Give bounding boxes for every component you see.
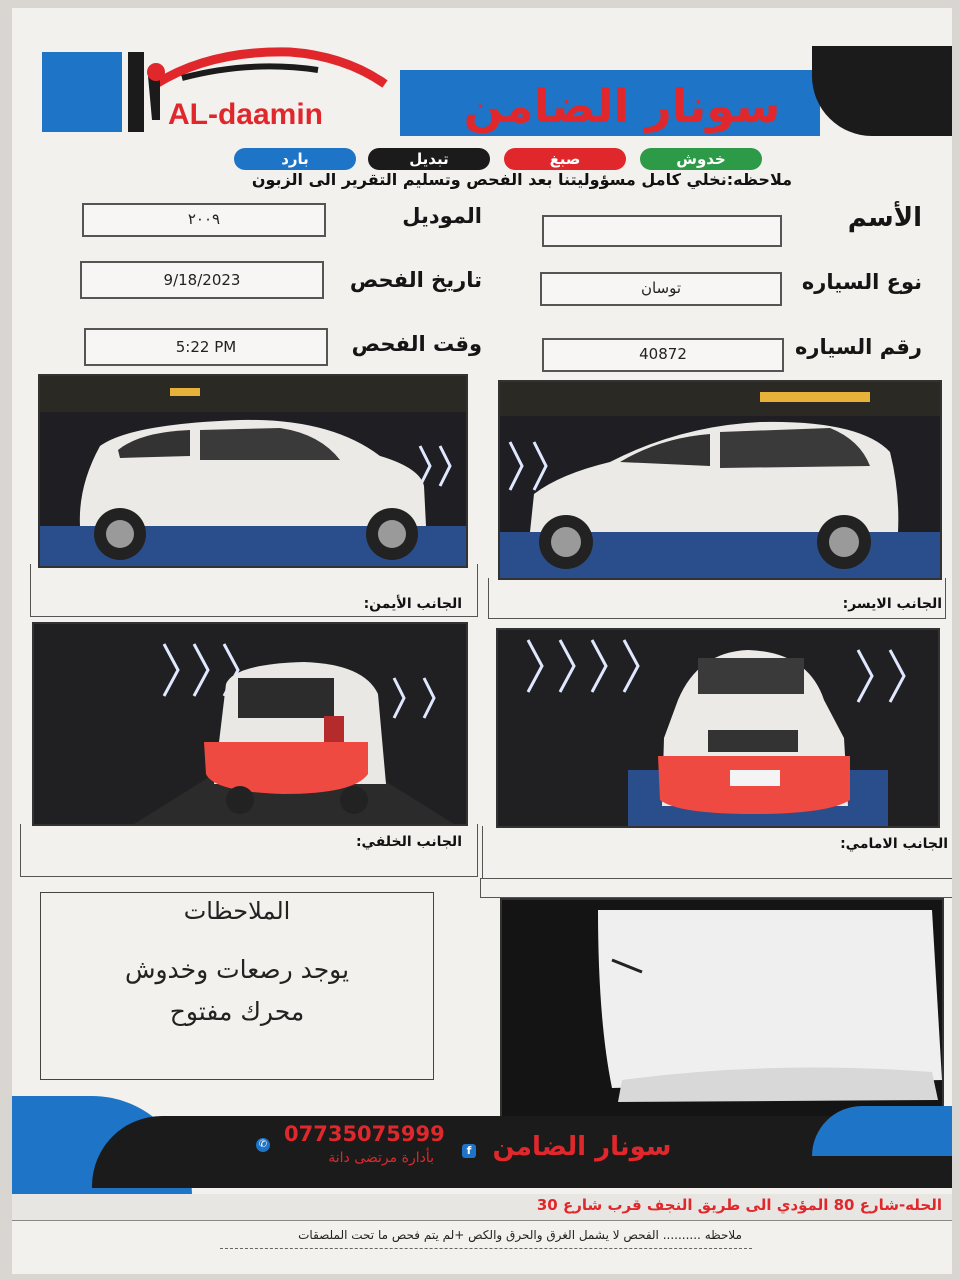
caption-box-rear	[20, 824, 478, 877]
car-rear-illustration	[34, 624, 466, 824]
inspection-time-label: وقت الفحص	[351, 332, 482, 356]
photo-hood	[500, 898, 944, 1120]
footer-address: الحله-شارع 80 المؤدي الى طريق النجف قرب شارع 30	[536, 1196, 942, 1214]
car-number-field: 40872	[542, 338, 784, 372]
inspection-date-label: تاريخ الفحص	[349, 268, 482, 292]
disclaimer-text: الفحص لا يشمل الغرق والحرق والكص +لم يتم فحص ما تحت الملصقات	[298, 1228, 659, 1242]
name-field	[542, 215, 782, 247]
tag-cold: بارد	[234, 148, 356, 170]
inspection-date-field: 9/18/2023	[80, 261, 324, 299]
hood-illustration	[502, 900, 942, 1118]
photo-rear	[32, 622, 468, 826]
photo-left-side	[498, 380, 942, 580]
remarks-line-2: محرك مفتوح	[169, 997, 305, 1026]
tag-paint: صبغ	[504, 148, 626, 170]
tag-scratches: خدوش	[640, 148, 762, 170]
name-label: الأسم	[847, 203, 922, 233]
model-label: الموديل	[402, 204, 482, 228]
disclaimer-underline	[220, 1248, 752, 1249]
footer-brand: سونار الضامن	[492, 1132, 672, 1162]
caption-front: الجانب الامامي:	[840, 836, 948, 852]
car-side-illustration	[40, 376, 466, 566]
disclaimer-dots: ..........	[662, 1228, 701, 1242]
photo-front	[496, 628, 940, 828]
car-number-label: رقم السياره	[794, 335, 922, 359]
header-blue-block-left	[42, 52, 122, 132]
inspection-time-field: 5:22 PM	[84, 328, 328, 366]
footer-manager: بأدارة مرتضى دانة	[328, 1150, 434, 1166]
caption-left-side: الجانب الايسر:	[842, 596, 942, 612]
remarks-title: الملاحظات	[183, 897, 291, 925]
photo-right-side	[38, 374, 468, 568]
phone-icon: ✆	[256, 1138, 270, 1152]
remarks-line-1: يوجد رصعات وخدوش	[124, 955, 350, 984]
caption-box-front	[482, 826, 952, 879]
arabic-title: سونار الضامن	[463, 79, 781, 133]
spacer-box	[480, 878, 952, 898]
car-type-field: توسان	[540, 272, 782, 306]
car-side-illustration	[500, 382, 940, 578]
facebook-icon: f	[462, 1144, 476, 1158]
model-field: ٢٠٠٩	[82, 203, 326, 237]
header-black-block-right	[812, 46, 952, 136]
inspection-report-page	[12, 8, 952, 1274]
disclaimer-row	[222, 1228, 742, 1242]
car-front-illustration	[498, 630, 938, 826]
car-type-label: نوع السياره	[801, 270, 922, 294]
brand-logo	[140, 36, 402, 136]
logo-text: AL-daamin	[168, 98, 324, 131]
responsibility-note: ملاحظه:نخلي كامل مسؤوليتنا بعد الفحص وتسليم التقرير الى الزبون	[251, 170, 792, 189]
footer-phone: 07735075999	[284, 1122, 445, 1146]
tag-replaced: تبديل	[368, 148, 490, 170]
caption-rear: الجانب الخلفي:	[355, 834, 462, 850]
footer-divider	[12, 1220, 952, 1221]
disclaimer-label: ملاحظه	[704, 1228, 742, 1242]
caption-right-side: الجانب الأيمن:	[363, 596, 462, 612]
remarks-box	[40, 892, 434, 1080]
